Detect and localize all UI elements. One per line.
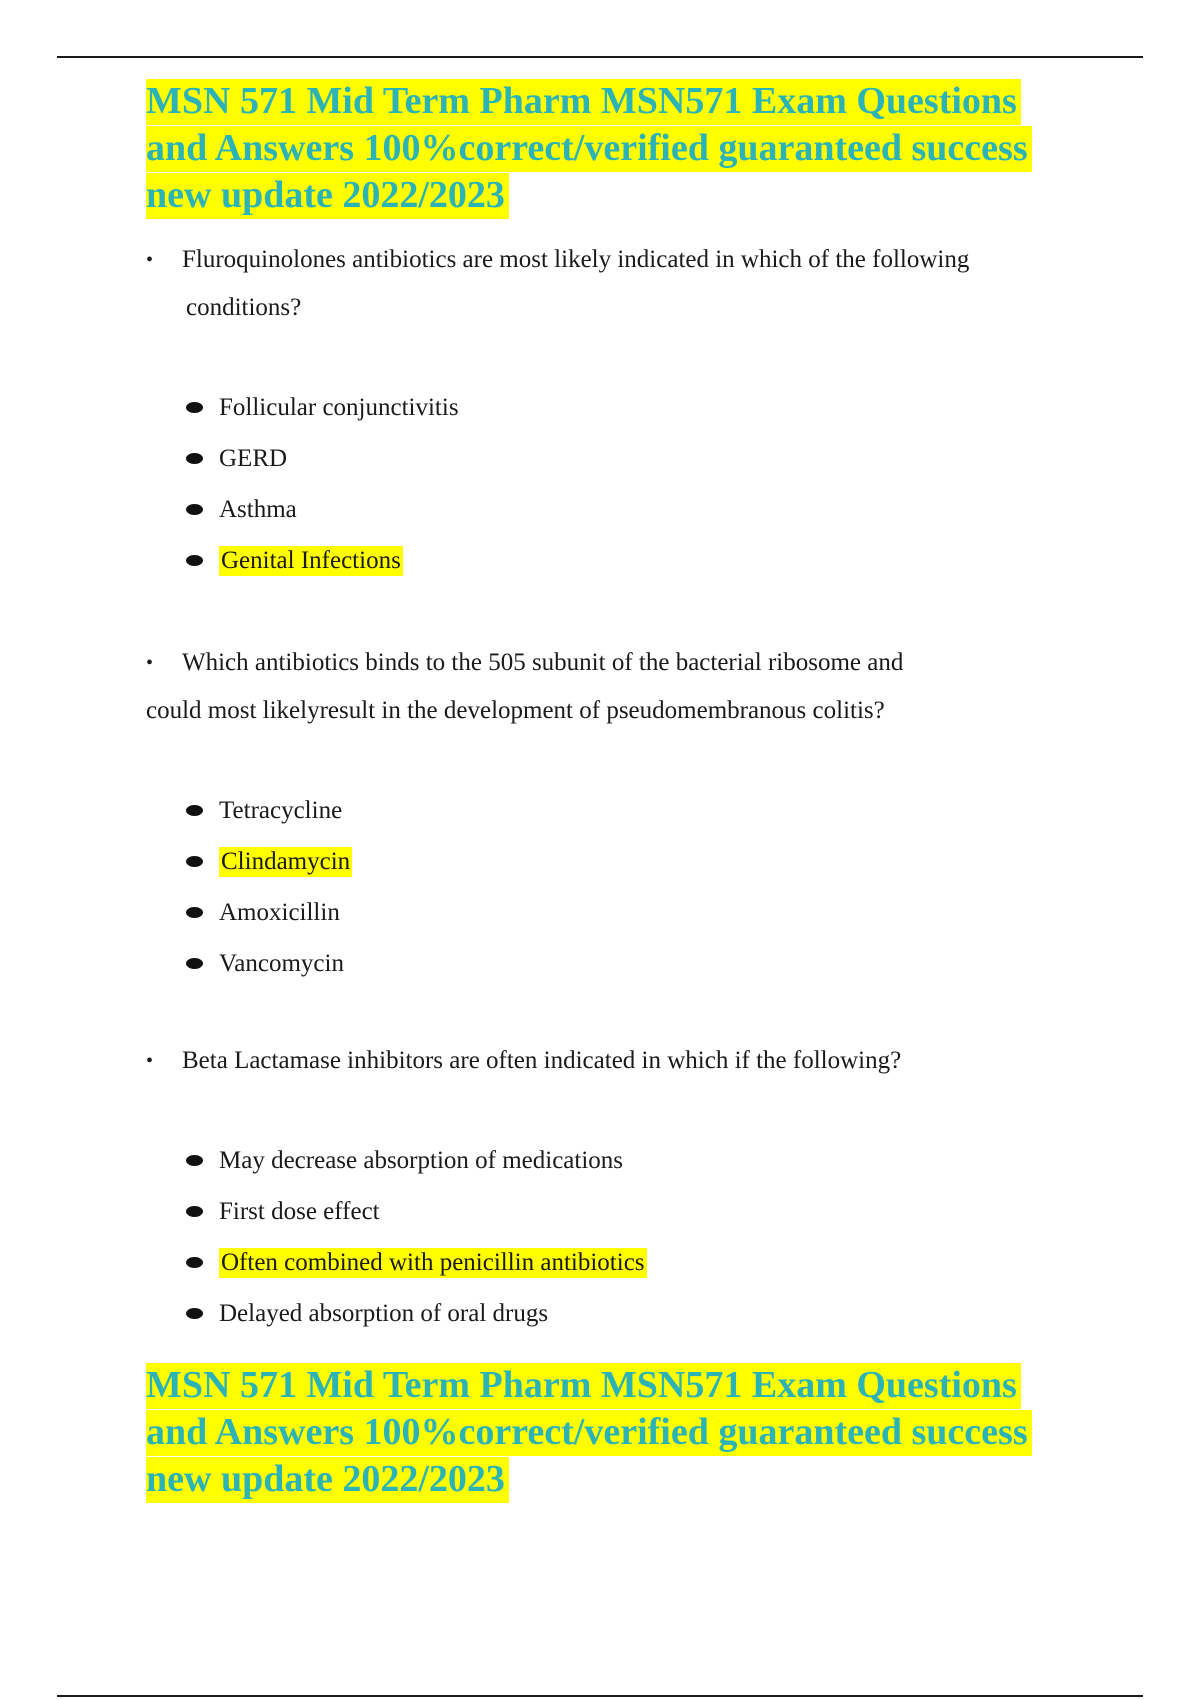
question-bullet: • xyxy=(146,1050,154,1072)
bullet-icon xyxy=(186,1308,203,1319)
bullet-icon xyxy=(186,1206,203,1217)
option-label: Amoxicillin xyxy=(219,898,340,926)
option-label: Vancomycin xyxy=(219,949,344,977)
question-1 xyxy=(146,236,1081,332)
answer-option-correct xyxy=(186,1237,647,1288)
option-label: First dose effect xyxy=(219,1197,380,1225)
bullet-icon xyxy=(186,907,203,918)
question-bullet: • xyxy=(146,652,154,674)
option-label-highlighted: Genital Infections xyxy=(221,546,401,574)
title-line: and Answers 100%correct/verified guaranteed success xyxy=(146,1410,1032,1456)
top-rule xyxy=(57,56,1143,58)
title-line: MSN 571 Mid Term Pharm MSN571 Exam Questions xyxy=(146,79,1021,125)
option-label-highlighted: Clindamycin xyxy=(221,847,351,875)
bullet-icon xyxy=(186,555,203,566)
answer-option xyxy=(186,484,459,535)
title-line: new update 2022/2023 xyxy=(146,1457,509,1503)
bullet-icon xyxy=(186,1257,203,1268)
answer-options-2 xyxy=(186,785,352,989)
bullet-icon xyxy=(186,504,203,515)
option-label: May decrease absorption of medications xyxy=(219,1146,624,1174)
bullet-icon xyxy=(186,1155,203,1166)
bullet-icon xyxy=(186,402,203,413)
question-2 xyxy=(146,639,1016,735)
answer-options-1 xyxy=(186,382,459,586)
answer-option xyxy=(186,938,352,989)
option-label: Asthma xyxy=(219,495,297,523)
answer-option xyxy=(186,1288,647,1339)
option-label-highlighted: Often combined with penicillin antibiotics xyxy=(221,1248,645,1276)
bullet-icon xyxy=(186,958,203,969)
option-label: GERD xyxy=(219,444,288,472)
question-text: Beta Lactamase inhibitors are often indicated in which if the following? xyxy=(182,1047,902,1074)
bullet-icon xyxy=(186,453,203,464)
answer-option xyxy=(186,1135,647,1186)
question-text-continued: could most likelyresult in the development of pseudomembranous colitis? xyxy=(146,697,885,724)
answer-option xyxy=(186,785,352,836)
document-title-repeat xyxy=(146,1362,1106,1503)
question-bullet: • xyxy=(146,249,154,271)
question-3 xyxy=(146,1037,1046,1085)
answer-options-3 xyxy=(186,1135,647,1339)
question-text: Which antibiotics binds to the 505 subunit of the bacterial ribosome and xyxy=(182,649,904,676)
answer-option xyxy=(186,1186,647,1237)
bullet-icon xyxy=(186,856,203,867)
question-text-continued: conditions? xyxy=(186,294,302,321)
answer-option-correct xyxy=(186,836,352,887)
document-title xyxy=(146,78,1106,219)
answer-option-correct xyxy=(186,535,459,586)
answer-option xyxy=(186,382,459,433)
title-line: MSN 571 Mid Term Pharm MSN571 Exam Questions xyxy=(146,1363,1021,1409)
option-label: Follicular conjunctivitis xyxy=(219,393,459,421)
title-line: new update 2022/2023 xyxy=(146,173,509,219)
title-line: and Answers 100%correct/verified guaranteed success xyxy=(146,126,1032,172)
bottom-rule xyxy=(57,1695,1143,1697)
bullet-icon xyxy=(186,805,203,816)
answer-option xyxy=(186,887,352,938)
answer-option xyxy=(186,433,459,484)
option-label: Tetracycline xyxy=(219,796,343,824)
option-label: Delayed absorption of oral drugs xyxy=(219,1299,549,1327)
question-text: Fluroquinolones antibiotics are most likely indicated in which of the following xyxy=(182,246,970,273)
